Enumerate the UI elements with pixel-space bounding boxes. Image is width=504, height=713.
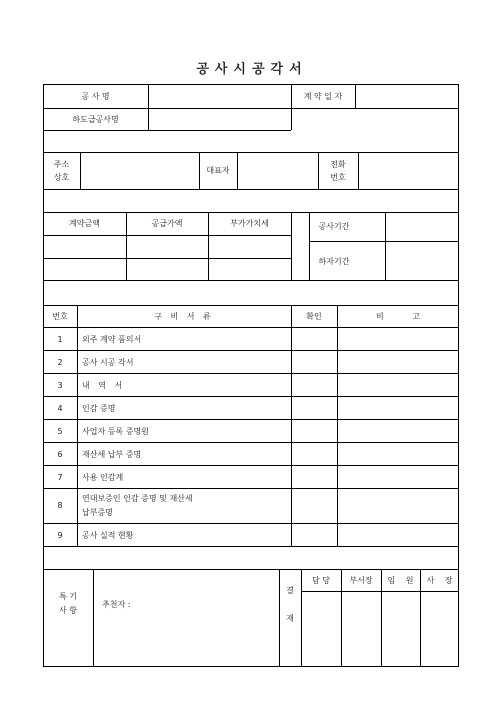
defect-period-label: 하자기간 [318, 257, 350, 266]
contract-date-label: 계 약 일 자 [303, 92, 343, 101]
phone-label-line1: 전화 [330, 160, 346, 169]
doc-row-name: 사용 인감계 [82, 473, 124, 482]
contract-amount-label: 계약금액 [69, 219, 100, 228]
doc-row-number: 6 [57, 450, 63, 459]
doc-row-name: 인감 증명 [82, 404, 116, 413]
approver-ceo: 사 장 [426, 576, 453, 585]
col-docs-header: 구 비 서 류 [154, 312, 214, 321]
special-notes-label-line2: 사 항 [59, 606, 77, 615]
project-name-label: 공 사 명 [81, 92, 110, 101]
doc-row-number: 3 [57, 381, 63, 390]
special-notes-label-line1: 특 기 [59, 592, 77, 601]
doc-row-name: 내 역 서 [82, 381, 123, 390]
construction-period-label: 공사기간 [318, 222, 350, 231]
document-title: 공사시공각서 [196, 62, 308, 77]
approval-label-line2: 재 [286, 614, 294, 623]
doc-row-name: 외주 계약 품의서 [82, 335, 142, 344]
col-no-header: 번호 [52, 312, 68, 321]
subcontract-name-label: 하도급공사명 [72, 115, 119, 124]
trade-name-label: 상호 [53, 173, 70, 182]
approval-label-line1: 결 [286, 586, 294, 595]
phone-label-line2: 번호 [330, 173, 346, 182]
supply-value-label: 공급가액 [151, 219, 183, 228]
approver-staff: 담 당 [312, 576, 330, 585]
doc-row-name: 공사 시공 각서 [82, 358, 134, 367]
doc-row-number: 8 [57, 501, 63, 510]
doc-row-number: 2 [57, 358, 63, 367]
doc-row-number: 9 [57, 531, 63, 540]
doc-row-number: 7 [57, 473, 63, 482]
approver-dept-head: 부서장 [349, 576, 373, 585]
address-label: 주소 [53, 160, 70, 169]
doc-row-name: 재산세 납부 증명 [82, 450, 142, 459]
doc-row-name-line2: 납부증명 [82, 508, 113, 517]
doc-row-number: 5 [57, 427, 63, 436]
representative-label: 대표자 [206, 166, 230, 175]
doc-row-name: 연대보증인 인감 증명 및 재산세 [82, 494, 193, 503]
approver-executive: 임 원 [387, 576, 414, 585]
doc-row-number: 4 [57, 404, 63, 413]
col-check-header: 확인 [306, 312, 322, 321]
doc-row-number: 1 [57, 335, 63, 344]
col-remarks-header: 비 고 [376, 312, 420, 321]
vat-label: 부가가치세 [230, 219, 269, 228]
recommender-label: 추천자 : [102, 600, 131, 609]
doc-row-name: 공사 실적 현황 [82, 531, 134, 540]
doc-row-name: 사업자 등록 증명원 [82, 427, 149, 436]
